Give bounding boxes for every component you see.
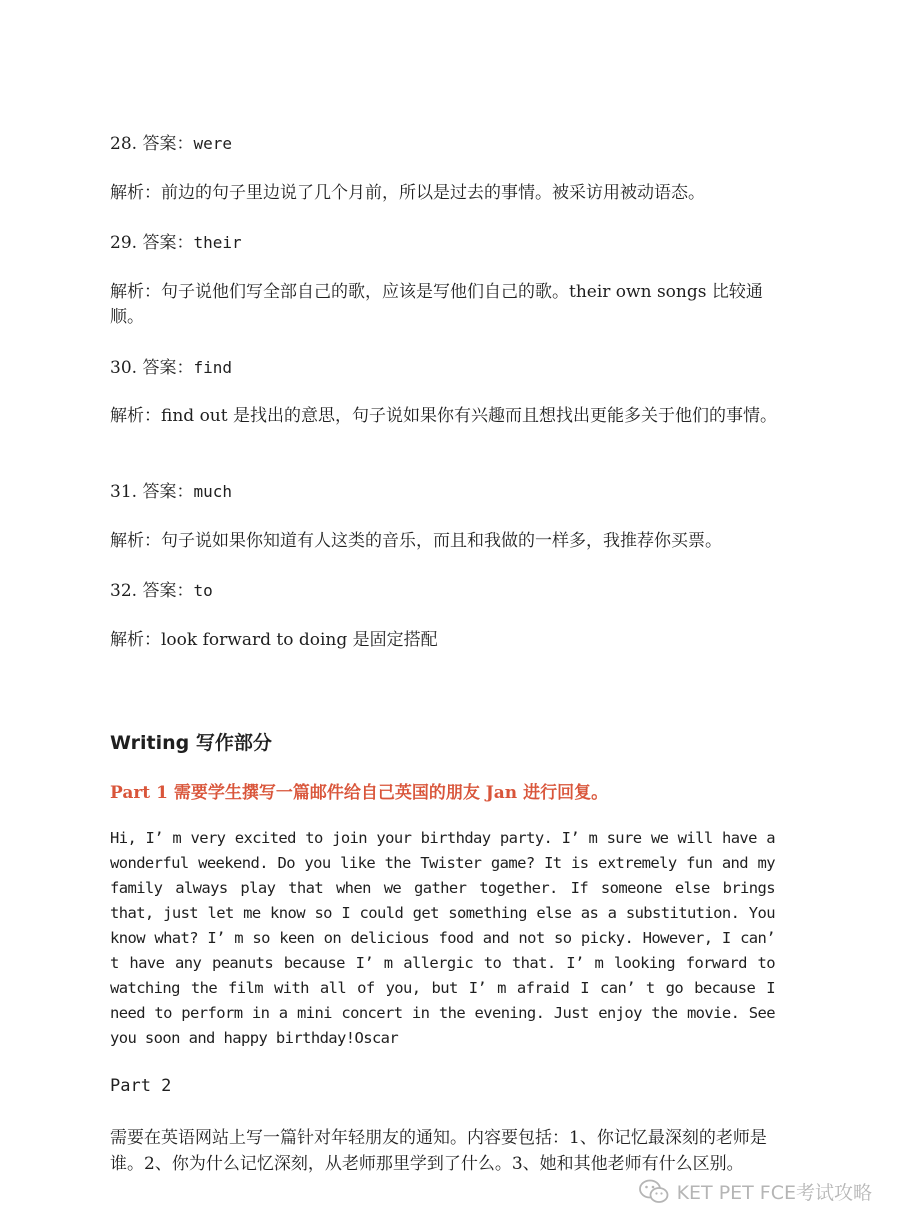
sample-letter: Hi, I’ m very excited to join your birthday party. I’ m sure we will have a wonderful weekend. Do you like the Twister game? It is extremely fun and my family always play that when we gather together. If someone else brings that, just let me know so I could get something else as a substitution. You know what? I’ m so keen on delicious food and not so picky. However, I can’ t have any peanuts because I’ m allergic to that. I’ m looking forward to watching the film with all of you, but I’ m afraid I can’ t go because I need to perform in a mini concert in the evening. Just enjoy the movie. See you soon and happy birthday!Oscar (110, 829, 775, 1047)
writing-heading: Writing 写作部分 (110, 732, 272, 754)
explanation-29: 解析：句子说他们写全部自己的歌，应该是写他们自己的歌。their own songs 比较通顺。 (110, 282, 763, 327)
part2-task: 需要在英语网站上写一篇针对年轻朋友的通知。内容要包括：1、你记忆最深刻的老师是谁。2、你为什么记忆深刻，从老师那里学到了什么。3、她和其他老师有什么区别。 (110, 1128, 767, 1174)
answer-value: their (193, 233, 242, 252)
answer-31 (110, 479, 790, 505)
explanation-28: 解析：前边的句子里边说了几个月前，所以是过去的事情。被采访用被动语态。 (110, 183, 705, 203)
answer-value: were (193, 134, 232, 153)
part2-title: Part 2 (110, 1076, 172, 1096)
watermark (639, 1178, 872, 1205)
explanation-30: 解析：find out 是找出的意思，句子说如果你有兴趣而且想找出更能多关于他们的事情。 (110, 406, 777, 426)
answer-number: 30. 答案： (110, 358, 194, 378)
answer-number: 31. 答案： (110, 482, 194, 502)
wechat-icon (639, 1179, 669, 1205)
watermark-text: KET PET FCE考试攻略 (676, 1182, 872, 1204)
answer-29 (110, 230, 790, 256)
explanation-32: 解析：look forward to doing 是固定搭配 (110, 630, 438, 650)
answer-value: find (193, 358, 232, 377)
answer-value: much (193, 482, 232, 501)
answer-32 (110, 578, 790, 604)
part1-title: Part 1 需要学生撰写一篇邮件给自己英国的朋友 Jan 进行回复。 (110, 783, 609, 803)
answer-number: 32. 答案： (110, 581, 194, 601)
answer-30 (110, 355, 790, 381)
answer-value: to (193, 581, 213, 600)
answer-number: 28. 答案： (110, 134, 194, 154)
explanation-31: 解析：句子说如果你知道有人这类的音乐，而且和我做的一样多，我推荐你买票。 (110, 531, 722, 551)
answer-28 (110, 131, 790, 157)
answer-number: 29. 答案： (110, 233, 194, 253)
